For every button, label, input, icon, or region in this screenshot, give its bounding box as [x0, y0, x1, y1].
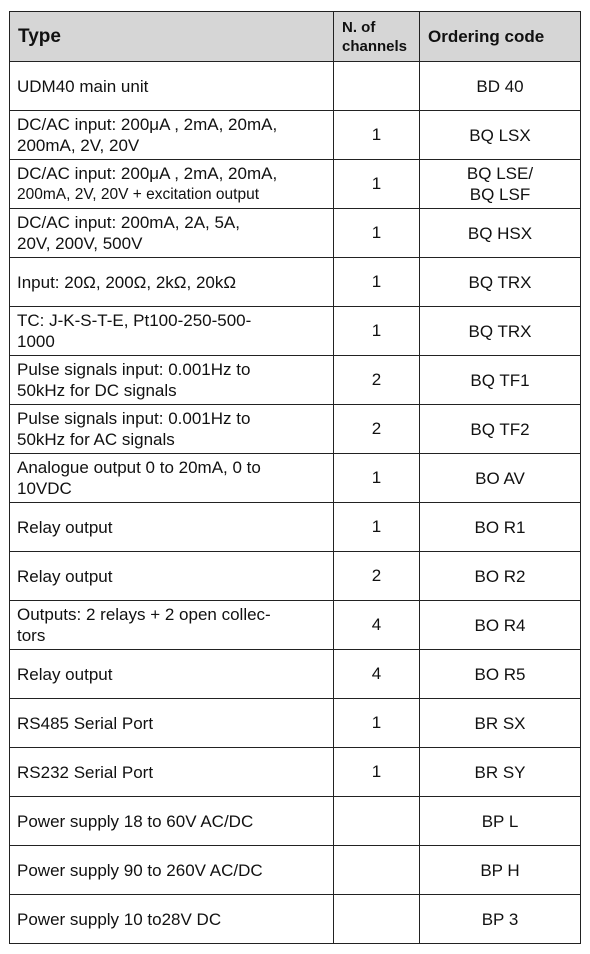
table-row	[10, 209, 581, 258]
table-row	[10, 846, 581, 895]
cell-code-line1: BD 40	[476, 76, 524, 96]
cell-channels: 4	[334, 650, 420, 699]
table-row	[10, 552, 581, 601]
cell-code-line1: BQ TF2	[470, 419, 530, 439]
cell-type	[10, 846, 334, 895]
cell-ordering-code	[420, 356, 581, 405]
table-row	[10, 650, 581, 699]
cell-code-line1: BP 3	[481, 909, 519, 929]
table-row	[10, 62, 581, 111]
cell-type-line1: Analogue output 0 to 20mA, 0 to	[17, 458, 261, 477]
cell-channels: 1	[334, 307, 420, 356]
cell-ordering-code	[420, 797, 581, 846]
table-row	[10, 748, 581, 797]
cell-ordering-code	[420, 895, 581, 944]
cell-type	[10, 748, 334, 797]
cell-ordering-code	[420, 307, 581, 356]
table-row	[10, 258, 581, 307]
cell-code-line1: BO R2	[474, 566, 526, 586]
cell-code-line1: BQ HSX	[467, 223, 533, 243]
cell-code-line1: BQ TRX	[468, 272, 532, 292]
cell-type	[10, 650, 334, 699]
header-channels-line1: N. of	[342, 18, 376, 36]
cell-type	[10, 552, 334, 601]
cell-code-line1: BR SX	[474, 713, 526, 733]
cell-type-line2: 20V, 200V, 500V	[17, 234, 143, 253]
cell-type	[10, 62, 334, 111]
table-row	[10, 405, 581, 454]
cell-type-line1: Outputs: 2 relays + 2 open collec-	[17, 605, 271, 624]
cell-type-line1: RS232 Serial Port	[17, 762, 154, 782]
cell-code-line1: BO R5	[474, 664, 526, 684]
table-row	[10, 356, 581, 405]
cell-channels: 2	[334, 356, 420, 405]
cell-channels: 4	[334, 601, 420, 650]
cell-type-line2: tors	[17, 626, 46, 645]
cell-type-line1: DC/AC input: 200μA , 2mA, 20mA,	[17, 164, 278, 183]
cell-type-line1: Pulse signals input: 0.001Hz to	[17, 409, 251, 428]
cell-type-line1: DC/AC input: 200μA , 2mA, 20mA,	[17, 115, 278, 134]
cell-type-line1: Relay output	[17, 517, 113, 537]
cell-type-line1: Power supply 10 to28V DC	[17, 909, 222, 929]
cell-channels: 2	[334, 405, 420, 454]
cell-type-line2: 1000	[17, 332, 55, 351]
cell-ordering-code	[420, 454, 581, 503]
cell-type	[10, 209, 334, 258]
cell-type-line2: 50kHz for DC signals	[17, 381, 177, 400]
cell-code-line1: BR SY	[474, 762, 526, 782]
cell-type-line1: Power supply 90 to 260V AC/DC	[17, 860, 263, 880]
cell-code-line1: BQ LSX	[469, 125, 531, 145]
cell-type	[10, 405, 334, 454]
header-channels	[334, 12, 420, 62]
cell-ordering-code	[420, 650, 581, 699]
cell-type-line2: 200mA, 2V, 20V + excitation output	[17, 186, 259, 203]
cell-channels: 1	[334, 454, 420, 503]
cell-code-line1: BP L	[481, 811, 519, 831]
cell-channels	[334, 846, 420, 895]
cell-type	[10, 601, 334, 650]
cell-type-line1: Pulse signals input: 0.001Hz to	[17, 360, 251, 379]
header-ordering-code: Ordering code	[420, 12, 581, 62]
table-row	[10, 503, 581, 552]
header-row	[10, 12, 581, 62]
cell-type	[10, 797, 334, 846]
cell-type-line1: Relay output	[17, 664, 113, 684]
cell-ordering-code	[420, 846, 581, 895]
cell-channels: 1	[334, 748, 420, 797]
cell-ordering-code	[420, 601, 581, 650]
cell-code-line1: BO R4	[474, 615, 526, 635]
cell-code-line1: BQ LSE/	[466, 164, 534, 183]
cell-channels: 1	[334, 209, 420, 258]
cell-type	[10, 699, 334, 748]
cell-code-line1: BP H	[480, 860, 520, 880]
cell-code-line2: BQ LSF	[469, 185, 531, 204]
cell-channels: 1	[334, 258, 420, 307]
cell-channels: 1	[334, 111, 420, 160]
table-row	[10, 160, 581, 209]
table-row	[10, 307, 581, 356]
cell-type-line1: TC: J-K-S-T-E, Pt100-250-500-	[17, 311, 252, 330]
cell-type-line1: Input: 20Ω, 200Ω, 2kΩ, 20kΩ	[17, 272, 237, 292]
cell-type-line1: UDM40 main unit	[17, 76, 149, 96]
cell-channels	[334, 797, 420, 846]
cell-channels: 2	[334, 552, 420, 601]
cell-type	[10, 895, 334, 944]
table-row	[10, 699, 581, 748]
cell-type	[10, 356, 334, 405]
table-row	[10, 895, 581, 944]
cell-type	[10, 503, 334, 552]
header-channels-line2: channels	[342, 37, 408, 55]
cell-type-line2: 50kHz for AC signals	[17, 430, 175, 449]
table-body	[10, 62, 581, 944]
cell-type-line1: Power supply 18 to 60V AC/DC	[17, 811, 254, 831]
cell-type	[10, 454, 334, 503]
cell-channels	[334, 62, 420, 111]
cell-type-line1: RS485 Serial Port	[17, 713, 154, 733]
cell-channels	[334, 895, 420, 944]
cell-type	[10, 160, 334, 209]
cell-code-line1: BO R1	[474, 517, 526, 537]
cell-code-line1: BO AV	[475, 468, 525, 488]
cell-code-line1: BQ TF1	[470, 370, 530, 390]
cell-code-line1: BQ TRX	[468, 321, 532, 341]
cell-ordering-code	[420, 258, 581, 307]
table-row	[10, 111, 581, 160]
cell-ordering-code	[420, 405, 581, 454]
header-type: Type	[10, 12, 334, 62]
cell-ordering-code	[420, 748, 581, 797]
cell-type-line2: 200mA, 2V, 20V	[17, 136, 140, 155]
cell-type	[10, 258, 334, 307]
table-header	[10, 12, 581, 62]
ordering-code-table-container	[9, 11, 580, 944]
cell-ordering-code	[420, 552, 581, 601]
cell-type-line1: Relay output	[17, 566, 113, 586]
table-row	[10, 601, 581, 650]
table-row	[10, 454, 581, 503]
cell-type	[10, 307, 334, 356]
table-row	[10, 797, 581, 846]
cell-type	[10, 111, 334, 160]
cell-channels: 1	[334, 160, 420, 209]
cell-ordering-code	[420, 209, 581, 258]
cell-ordering-code	[420, 111, 581, 160]
cell-channels: 1	[334, 699, 420, 748]
cell-ordering-code	[420, 699, 581, 748]
cell-type-line1: DC/AC input: 200mA, 2A, 5A,	[17, 213, 240, 232]
cell-ordering-code	[420, 503, 581, 552]
cell-ordering-code	[420, 62, 581, 111]
cell-ordering-code	[420, 160, 581, 209]
ordering-code-table	[9, 11, 581, 944]
cell-channels: 1	[334, 503, 420, 552]
cell-type-line2: 10VDC	[17, 479, 72, 498]
